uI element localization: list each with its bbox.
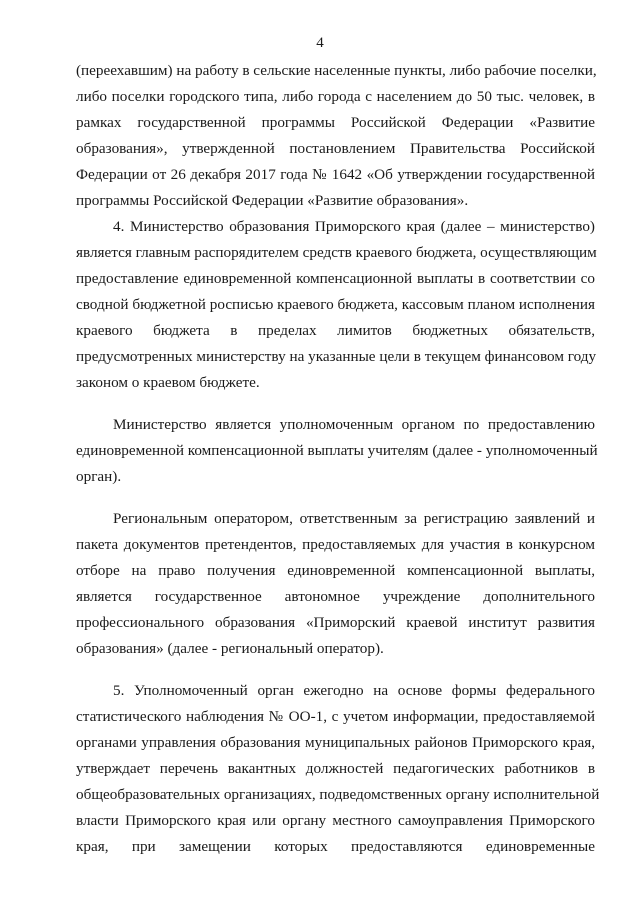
- text-line: Федерации от 26 декабря 2017 года № 1642 «Об утверждении государственной: [76, 166, 595, 183]
- text-line: 4. Министерство образования Приморского края (далее – министерство): [113, 218, 595, 235]
- text-line: либо поселки городского типа, либо города с населением до 50 тыс. человек, в: [76, 88, 595, 105]
- text-line: органами управления образования муниципальных районов Приморского края,: [76, 734, 595, 751]
- text-line: орган).: [76, 468, 122, 485]
- text-line: статистического наблюдения № ОО-1, с учетом информации, предоставляемой: [76, 708, 595, 725]
- paragraph-item-4: [76, 214, 595, 396]
- text-line: программы Российской Федерации «Развитие образования».: [76, 192, 469, 209]
- text-line: рамках государственной программы Российской Федерации «Развитие: [76, 114, 595, 131]
- text-line: краевого бюджета в пределах лимитов бюджетных обязательств,: [76, 322, 595, 339]
- paragraph-authorized-body: [76, 412, 598, 490]
- text-line: пакета документов претендентов, предоставляемых для участия в конкурсном: [76, 536, 595, 553]
- paragraph-item-5: [76, 678, 600, 860]
- document-body: [76, 58, 600, 860]
- text-line: законом о краевом бюджете.: [76, 374, 260, 391]
- text-line: 5. Уполномоченный орган ежегодно на основе формы федерального: [113, 682, 595, 699]
- text-line: является главным распорядителем средств краевого бюджета, осуществляющим: [76, 244, 597, 261]
- text-line: является государственное автономное учреждение дополнительного: [76, 588, 595, 605]
- paragraph-continuation: [76, 58, 595, 214]
- text-line: предоставление единовременной компенсационной выплаты в соответствии со: [76, 270, 595, 287]
- paragraph-regional-operator: [76, 506, 595, 662]
- text-line: власти Приморского края или органу местного самоуправления Приморского: [76, 812, 595, 829]
- text-line: образования», утвержденной постановлением Правительства Российской: [76, 140, 595, 157]
- text-line: (переехавшим) на работу в сельские населенные пункты, либо рабочие поселки,: [76, 62, 597, 79]
- page-number: 4: [316, 35, 324, 51]
- text-line: предусмотренных министерству на указанные цели в текущем финансовом году: [76, 348, 597, 365]
- text-line: утверждает перечень вакантных должностей педагогических работников в: [76, 760, 595, 777]
- text-line: общеобразовательных организациях, подведомственных органу исполнительной: [76, 786, 600, 803]
- text-line: единовременной компенсационной выплаты учителям (далее - уполномоченный: [76, 442, 598, 459]
- text-line: профессионального образования «Приморский краевой институт развития: [76, 614, 595, 631]
- text-line: Региональным оператором, ответственным за регистрацию заявлений и: [113, 510, 595, 527]
- text-line: края, при замещении которых предоставляются единовременные: [76, 838, 595, 855]
- text-line: отборе на право получения единовременной компенсационной выплаты,: [76, 562, 595, 579]
- text-line: сводной бюджетной росписью краевого бюджета, кассовым планом исполнения: [76, 296, 595, 313]
- text-line: образования» (далее - региональный оператор).: [76, 640, 384, 657]
- text-line: Министерство является уполномоченным органом по предоставлению: [113, 416, 595, 433]
